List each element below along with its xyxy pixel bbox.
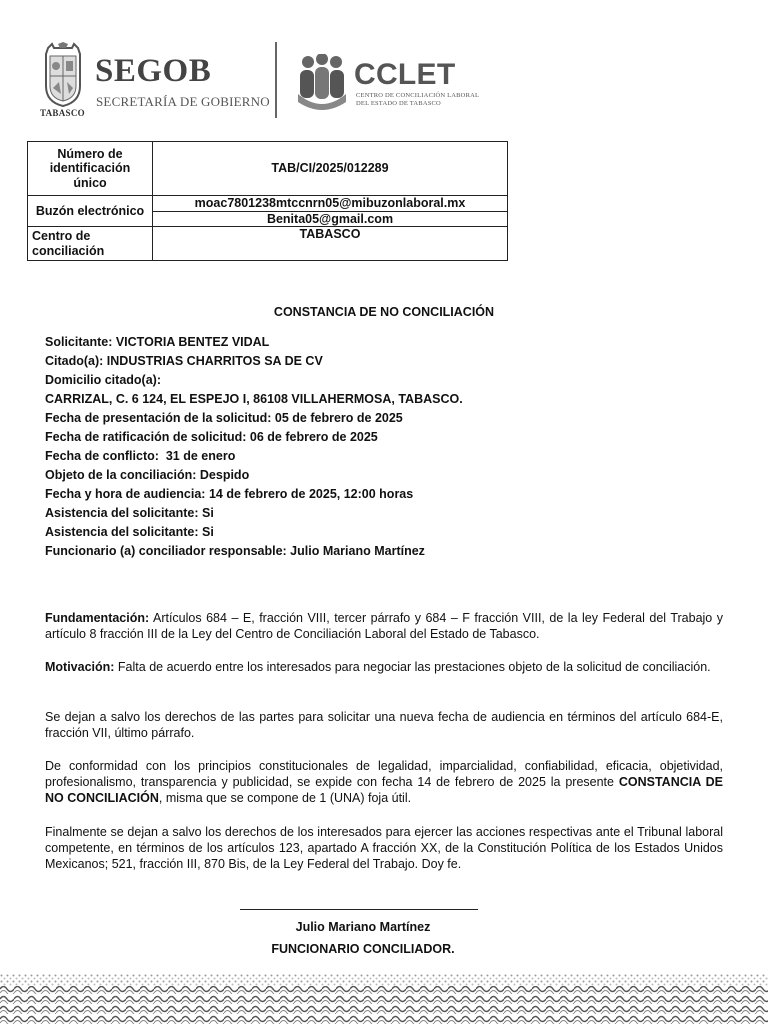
field-fecha-ratificacion: Fecha de ratificación de solicitud: 06 de febrero de 2025 [45,430,378,444]
cclet-logo-text: CCLET [354,58,456,91]
cclet-subtitle-line2: DEL ESTADO DE TABASCO [356,100,441,107]
buzon-label-cell: Buzón electrónico [28,196,153,227]
id-label-cell: Número de identificación único [28,142,153,196]
field-fecha-conflicto: Fecha de conflicto: 31 de enero [45,449,236,463]
tabasco-label: TABASCO [40,108,85,118]
conformidad-text-1: De conformidad con los principios constitucionales de legalidad, imparcialidad, confiabilidad, eficacia, objetividad, profesionalismo, transparencia y publicidad, se expide con fecha 14 de febrero de 2025 la presente [45,759,723,789]
fundamentacion-paragraph [45,610,723,642]
field-asistencia-1: Asistencia del solicitante: Si [45,506,214,520]
case-fields [45,333,463,561]
fundamentacion-label: Fundamentación: [45,611,150,625]
field-asistencia-2: Asistencia del solicitante: Si [45,525,214,539]
field-audiencia: Fecha y hora de audiencia: 14 de febrero de 2025, 12:00 horas [45,487,414,501]
id-value-cell: TAB/CI/2025/012289 [153,142,508,196]
motivacion-paragraph [45,659,723,675]
document-header [40,40,500,122]
field-objeto: Objeto de la conciliación: Despido [45,468,250,482]
signature-line [240,909,478,910]
cclet-people-icon [294,54,350,110]
cclet-subtitle [356,92,479,108]
field-solicitante: Solicitante: VICTORIA BENTEZ VIDAL [45,335,270,349]
salvo-paragraph: Se dejan a salvo los derechos de las partes para solicitar una nueva fecha de audiencia en términos del artículo 684-E, fracción VII, último párrafo. [45,710,723,740]
centro-label-cell: Centro de conciliación [28,227,153,261]
centro-value-cell: TABASCO [153,227,508,261]
segob-subtitle: SECRETARÍA DE GOBIERNO [96,94,270,109]
field-citado: Citado(a): INDUSTRIAS CHARRITOS SA DE CV [45,354,323,368]
finalmente-paragraph: Finalmente se dejan a salvo los derechos de los interesados para ejercer las acciones respectivas ante el Tribunal laboral competente, en términos de los artículos 123, apartado A fracción XX, de la Constitución Política de los Estados Unidos Mexicanos; 521, fracción III, 870 Bis, de la Ley Federal del Trabajo. Doy fe. [45,825,723,871]
header-divider [275,42,277,118]
tabasco-coat-of-arms-icon [40,42,86,108]
table-row [28,196,508,212]
conformidad-paragraph [45,758,723,806]
cclet-subtitle-line1: CENTRO DE CONCILIACIÓN LABORAL [356,92,480,99]
motivacion-label: Motivación: [45,660,115,674]
buzon-value-1-cell: moac7801238mtccnrn05@mibuzonlaboral.mx [153,196,508,212]
conformidad-text-2: , misma que se compone de 1 (UNA) foja útil. [158,791,412,805]
footer-pattern-strip [0,974,768,1024]
field-domicilio-value: CARRIZAL, C. 6 124, EL ESPEJO I, 86108 VILLAHERMOSA, TABASCO. [45,392,463,406]
identification-table [27,141,508,261]
fundamentacion-text: Artículos 684 – E, fracción VIII, tercer párrafo y 684 – F fracción VIII, de la ley Federal del Trabajo y artículo 8 fracción III de la Ley del Centro de Conciliación Laboral del Estado de Tabasco. [45,611,723,641]
field-funcionario: Funcionario (a) conciliador responsable: Julio Mariano Martínez [45,544,425,558]
signature-name: Julio Mariano Martínez [295,920,431,934]
motivacion-text: Falta de acuerdo entre los interesados para negociar las prestaciones objeto de la solicitud de conciliación. [114,660,711,674]
table-row [28,227,508,261]
segob-logo-text: SEGOB [95,53,212,89]
buzon-value-2-cell: Benita05@gmail.com [153,211,508,227]
document-title: CONSTANCIA DE NO CONCILIACIÓN [273,305,495,319]
field-domicilio-label: Domicilio citado(a): [45,373,161,387]
field-fecha-presentacion: Fecha de presentación de la solicitud: 05 de febrero de 2025 [45,411,403,425]
table-row [28,142,508,196]
signature-title: FUNCIONARIO CONCILIADOR. [271,942,455,956]
conformidad-bold: CONSTANCIA DE NO CONCILIACIÓN [45,775,724,805]
